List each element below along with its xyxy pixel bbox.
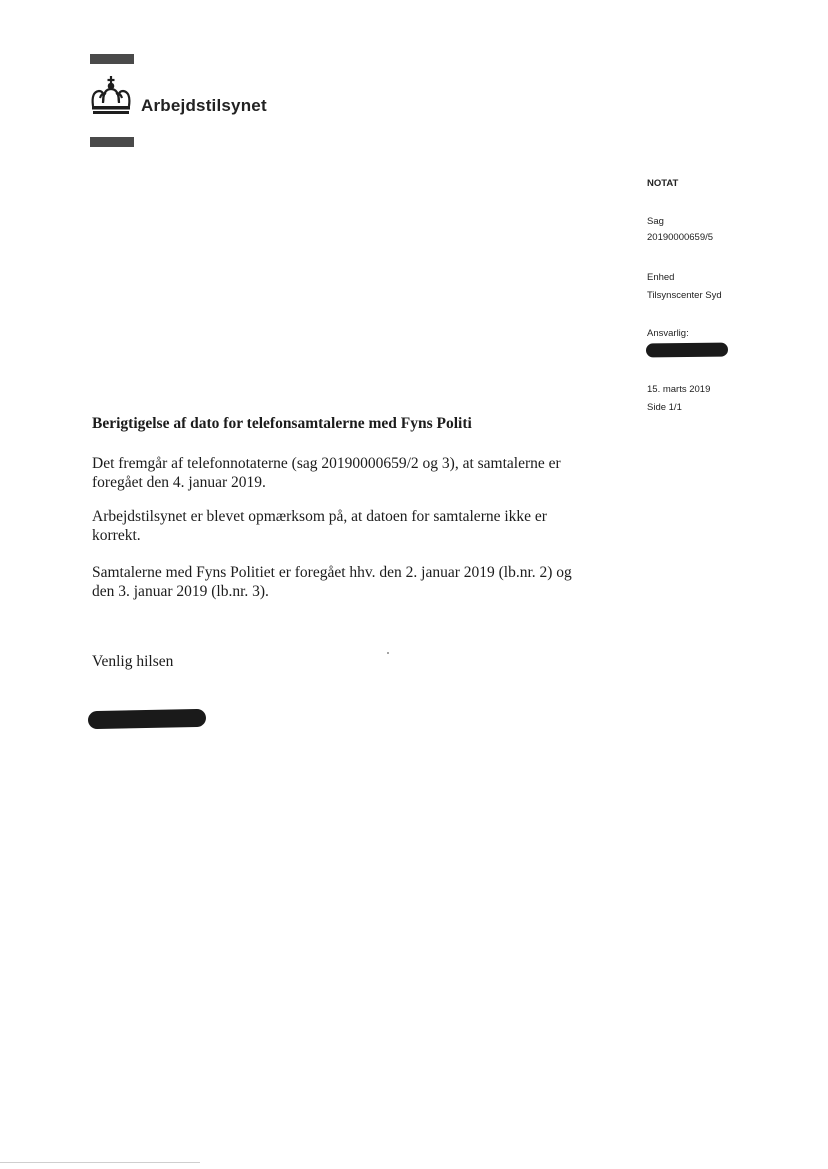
responsible-label: Ansvarlig: — [647, 328, 689, 339]
logo-bar-bottom — [90, 137, 134, 147]
closing-greeting: Venlig hilsen — [92, 653, 174, 670]
paragraph-2: Arbejdstilsynet er blevet opmærksom på, at datoen for samtalerne ikke er korrekt. — [92, 508, 547, 544]
royal-crown-icon — [88, 76, 134, 116]
paragraph-1: Det fremgår af telefonnotaterne (sag 20190000659/2 og 3), at samtalerne er foregået den 4. januar 2019. — [92, 455, 561, 491]
unit-label: Enhed — [647, 272, 675, 283]
page-number: Side 1/1 — [647, 402, 682, 413]
case-number: 20190000659/5 — [647, 232, 714, 243]
scan-edge-line — [0, 1162, 200, 1163]
paragraph-3: Samtalerne med Fyns Politiet er foregået hhv. den 2. januar 2019 (lb.nr. 2) og den 3. januar 2019 (lb.nr. 3). — [92, 564, 572, 600]
agency-name: Arbejdstilsynet — [141, 96, 267, 115]
responsible-redaction — [646, 343, 728, 358]
memo-title: Berigtigelse af dato for telefonsamtalerne med Fyns Politi — [92, 415, 472, 432]
document-date: 15. marts 2019 — [647, 384, 711, 395]
unit-value: Tilsynscenter Syd — [647, 290, 722, 301]
signature-redaction — [88, 709, 206, 729]
doc-type: NOTAT — [647, 178, 679, 189]
case-label: Sag — [647, 216, 664, 227]
logo-bar-top — [90, 54, 134, 64]
